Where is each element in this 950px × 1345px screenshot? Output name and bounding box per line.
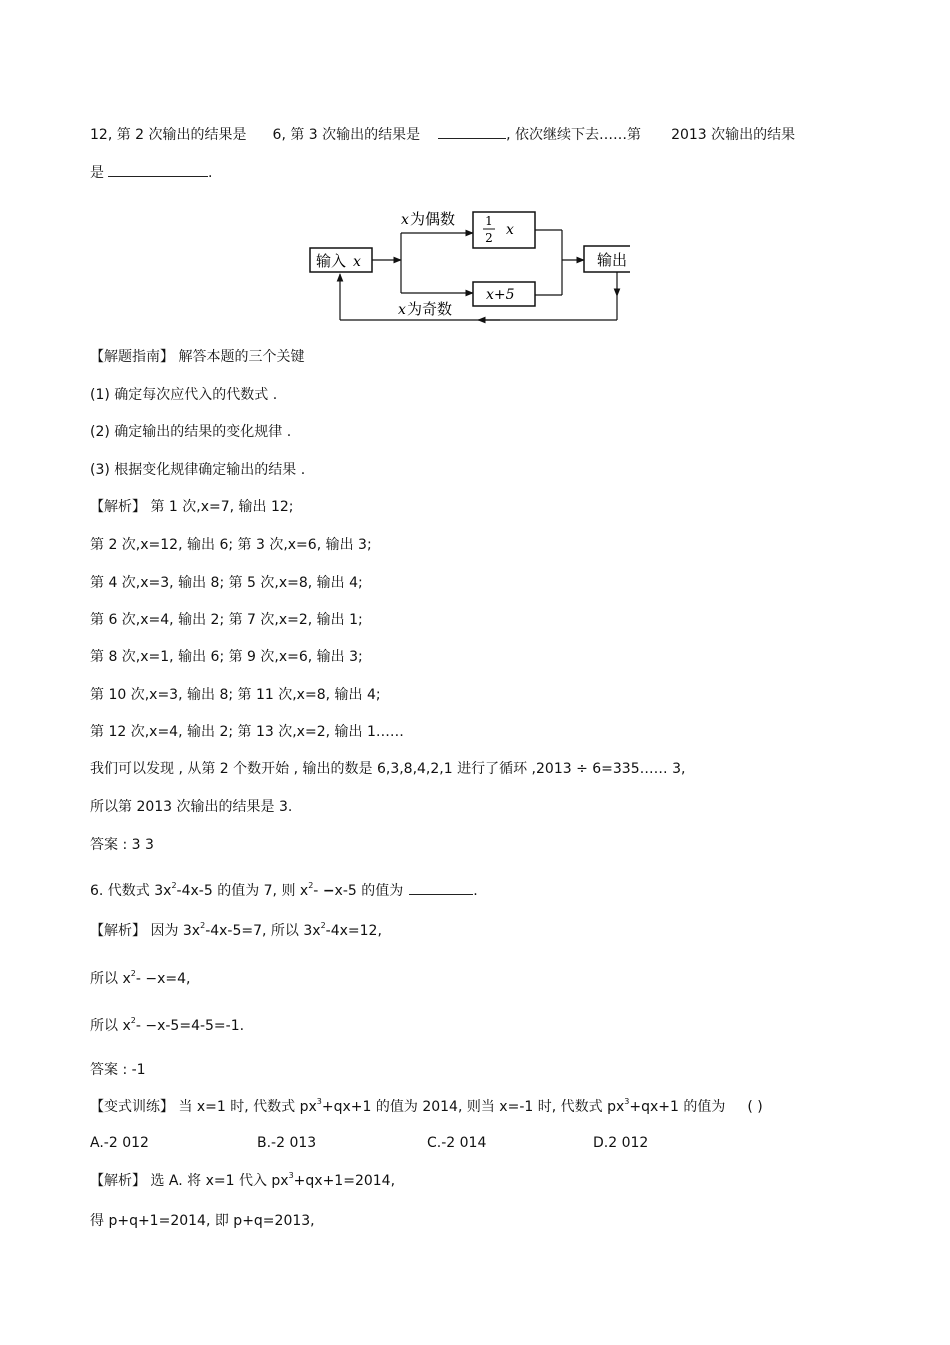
- sol6-text-2a: 所以 x: [90, 971, 131, 987]
- sol6-text-3c: x-5=4-5=-1.: [157, 1018, 245, 1034]
- sol6-text-1a: 【解析】 因为 3x: [90, 923, 201, 939]
- solution-answer: 答案 : 3 3: [90, 837, 154, 853]
- sol6-minus-2: −: [145, 1018, 158, 1034]
- even-var: x: [401, 212, 409, 228]
- q6-line: [90, 880, 478, 900]
- q12-text-6: .: [208, 165, 213, 181]
- q6-answer-blank[interactable]: [409, 880, 473, 895]
- input-var: x: [353, 254, 361, 270]
- sol6-sup-4: 2: [130, 1016, 136, 1025]
- sol6-text-3a: 所以 x: [90, 1018, 131, 1034]
- fraction-denominator: 2: [485, 231, 493, 245]
- q6-text-b: -4x-5 的值为 7, 则 x: [176, 883, 309, 899]
- q6-text-d: x-5 的值为: [334, 883, 404, 899]
- guide-item-2: (2) 确定输出的结果的变化规律 .: [90, 424, 292, 440]
- variant-sup-2: 3: [624, 1097, 630, 1106]
- flowchart-diagram: [300, 200, 630, 325]
- variant-sup-1: 3: [316, 1097, 322, 1106]
- q12-text-3: , 依次继续下去……第: [506, 127, 642, 143]
- q6-text-a: 6. 代数式 3x: [90, 883, 172, 899]
- sol6-text-2c: x=4,: [157, 971, 191, 987]
- sol6-answer: 答案 : -1: [90, 1062, 146, 1078]
- solution-line-9: 所以第 2013 次输出的结果是 3.: [90, 799, 293, 815]
- q6-text-c: -: [313, 883, 323, 899]
- half-x-box: [473, 212, 535, 248]
- sol6-sup-2: 2: [320, 921, 326, 930]
- variant-text-b: +qx+1 的值为 2014, 则当 x=-1 时, 代数式 px: [321, 1099, 625, 1115]
- sol6-minus-1: −: [145, 971, 158, 987]
- solution-line-8: 我们可以发现 , 从第 2 个数开始 , 输出的数是 6,3,8,4,2,1 进行了循环 ,2013 ÷ 6=335…… 3,: [90, 761, 686, 777]
- variant-text-c: +qx+1 的值为: [629, 1099, 726, 1115]
- variant-sup-3: 3: [288, 1171, 294, 1180]
- variant-sol-text-a: 【解析】 选 A. 将 x=1 代入 px: [90, 1173, 289, 1189]
- guide-title: 【解题指南】 解答本题的三个关键: [90, 349, 305, 365]
- odd-condition-label: 为奇数: [407, 300, 453, 318]
- even-condition-label: 为偶数: [410, 210, 456, 228]
- option-d[interactable]: D.2 012: [593, 1135, 649, 1151]
- q12-answer-blank-1[interactable]: [438, 124, 506, 139]
- sol6-text-2b: -: [135, 971, 146, 987]
- option-a[interactable]: A.-2 012: [90, 1135, 149, 1151]
- solution-line-1: 【解析】 第 1 次,x=7, 输出 12;: [90, 499, 294, 515]
- q12-answer-blank-2[interactable]: [108, 162, 208, 177]
- plus-five-expr: x+5: [486, 287, 515, 303]
- q12-text-1: 12, 第 2 次输出的结果是: [90, 127, 247, 143]
- sol6-line-1: [90, 922, 382, 940]
- q6-minus: −: [322, 883, 335, 899]
- q6-text-e: .: [473, 883, 478, 899]
- q12-text-2: 6, 第 3 次输出的结果是: [272, 127, 421, 143]
- output-label: 输出: [597, 251, 628, 269]
- input-label: 输入: [316, 252, 347, 270]
- sol6-text-3b: -: [135, 1018, 146, 1034]
- solution-line-5: 第 8 次,x=1, 输出 6; 第 9 次,x=6, 输出 3;: [90, 649, 363, 665]
- sol6-text-1b: -4x-5=7, 所以 3x: [205, 923, 321, 939]
- sol6-line-2: [90, 970, 190, 988]
- fraction-numerator: 1: [485, 214, 493, 228]
- solution-line-4: 第 6 次,x=4, 输出 2; 第 7 次,x=2, 输出 1;: [90, 612, 363, 628]
- variant-line: [90, 1098, 763, 1116]
- solution-line-6: 第 10 次,x=3, 输出 8; 第 11 次,x=8, 输出 4;: [90, 687, 381, 703]
- q12-text-4: 2013 次输出的结果: [671, 127, 796, 143]
- guide-item-3: (3) 根据变化规律确定输出的结果 .: [90, 462, 306, 478]
- variant-solution-line-1: [90, 1172, 395, 1190]
- q6-sup-1: 2: [171, 881, 177, 890]
- sol6-sup-3: 2: [130, 969, 136, 978]
- solution-line-2: 第 2 次,x=12, 输出 6; 第 3 次,x=6, 输出 3;: [90, 537, 372, 553]
- guide-item-1: (1) 确定每次应代入的代数式 .: [90, 387, 278, 403]
- option-c[interactable]: C.-2 014: [427, 1135, 487, 1151]
- sol6-text-1c: -4x=12,: [325, 923, 382, 939]
- input-box: [310, 248, 372, 272]
- variant-answer-paren[interactable]: ( ): [747, 1099, 763, 1115]
- solution-line-3: 第 4 次,x=3, 输出 8; 第 5 次,x=8, 输出 4;: [90, 575, 363, 591]
- q6-sup-2: 2: [308, 881, 314, 890]
- solution-line-7: 第 12 次,x=4, 输出 2; 第 13 次,x=2, 输出 1……: [90, 724, 404, 740]
- variant-text-a: 【变式训练】 当 x=1 时, 代数式 px: [90, 1099, 317, 1115]
- q12-line1: [90, 124, 795, 144]
- plus-five-box: [473, 282, 535, 306]
- output-box: [584, 246, 630, 272]
- sol6-line-3: [90, 1017, 244, 1035]
- variant-solution-line-2: 得 p+q+1=2014, 即 p+q=2013,: [90, 1213, 315, 1229]
- sol6-sup-1: 2: [200, 921, 206, 930]
- fraction-var: x: [506, 222, 514, 238]
- option-b[interactable]: B.-2 013: [257, 1135, 317, 1151]
- variant-sol-text-b: +qx+1=2014,: [293, 1173, 396, 1189]
- odd-var: x: [398, 302, 406, 318]
- q12-line2: [90, 162, 212, 182]
- q12-text-5: 是: [90, 165, 104, 181]
